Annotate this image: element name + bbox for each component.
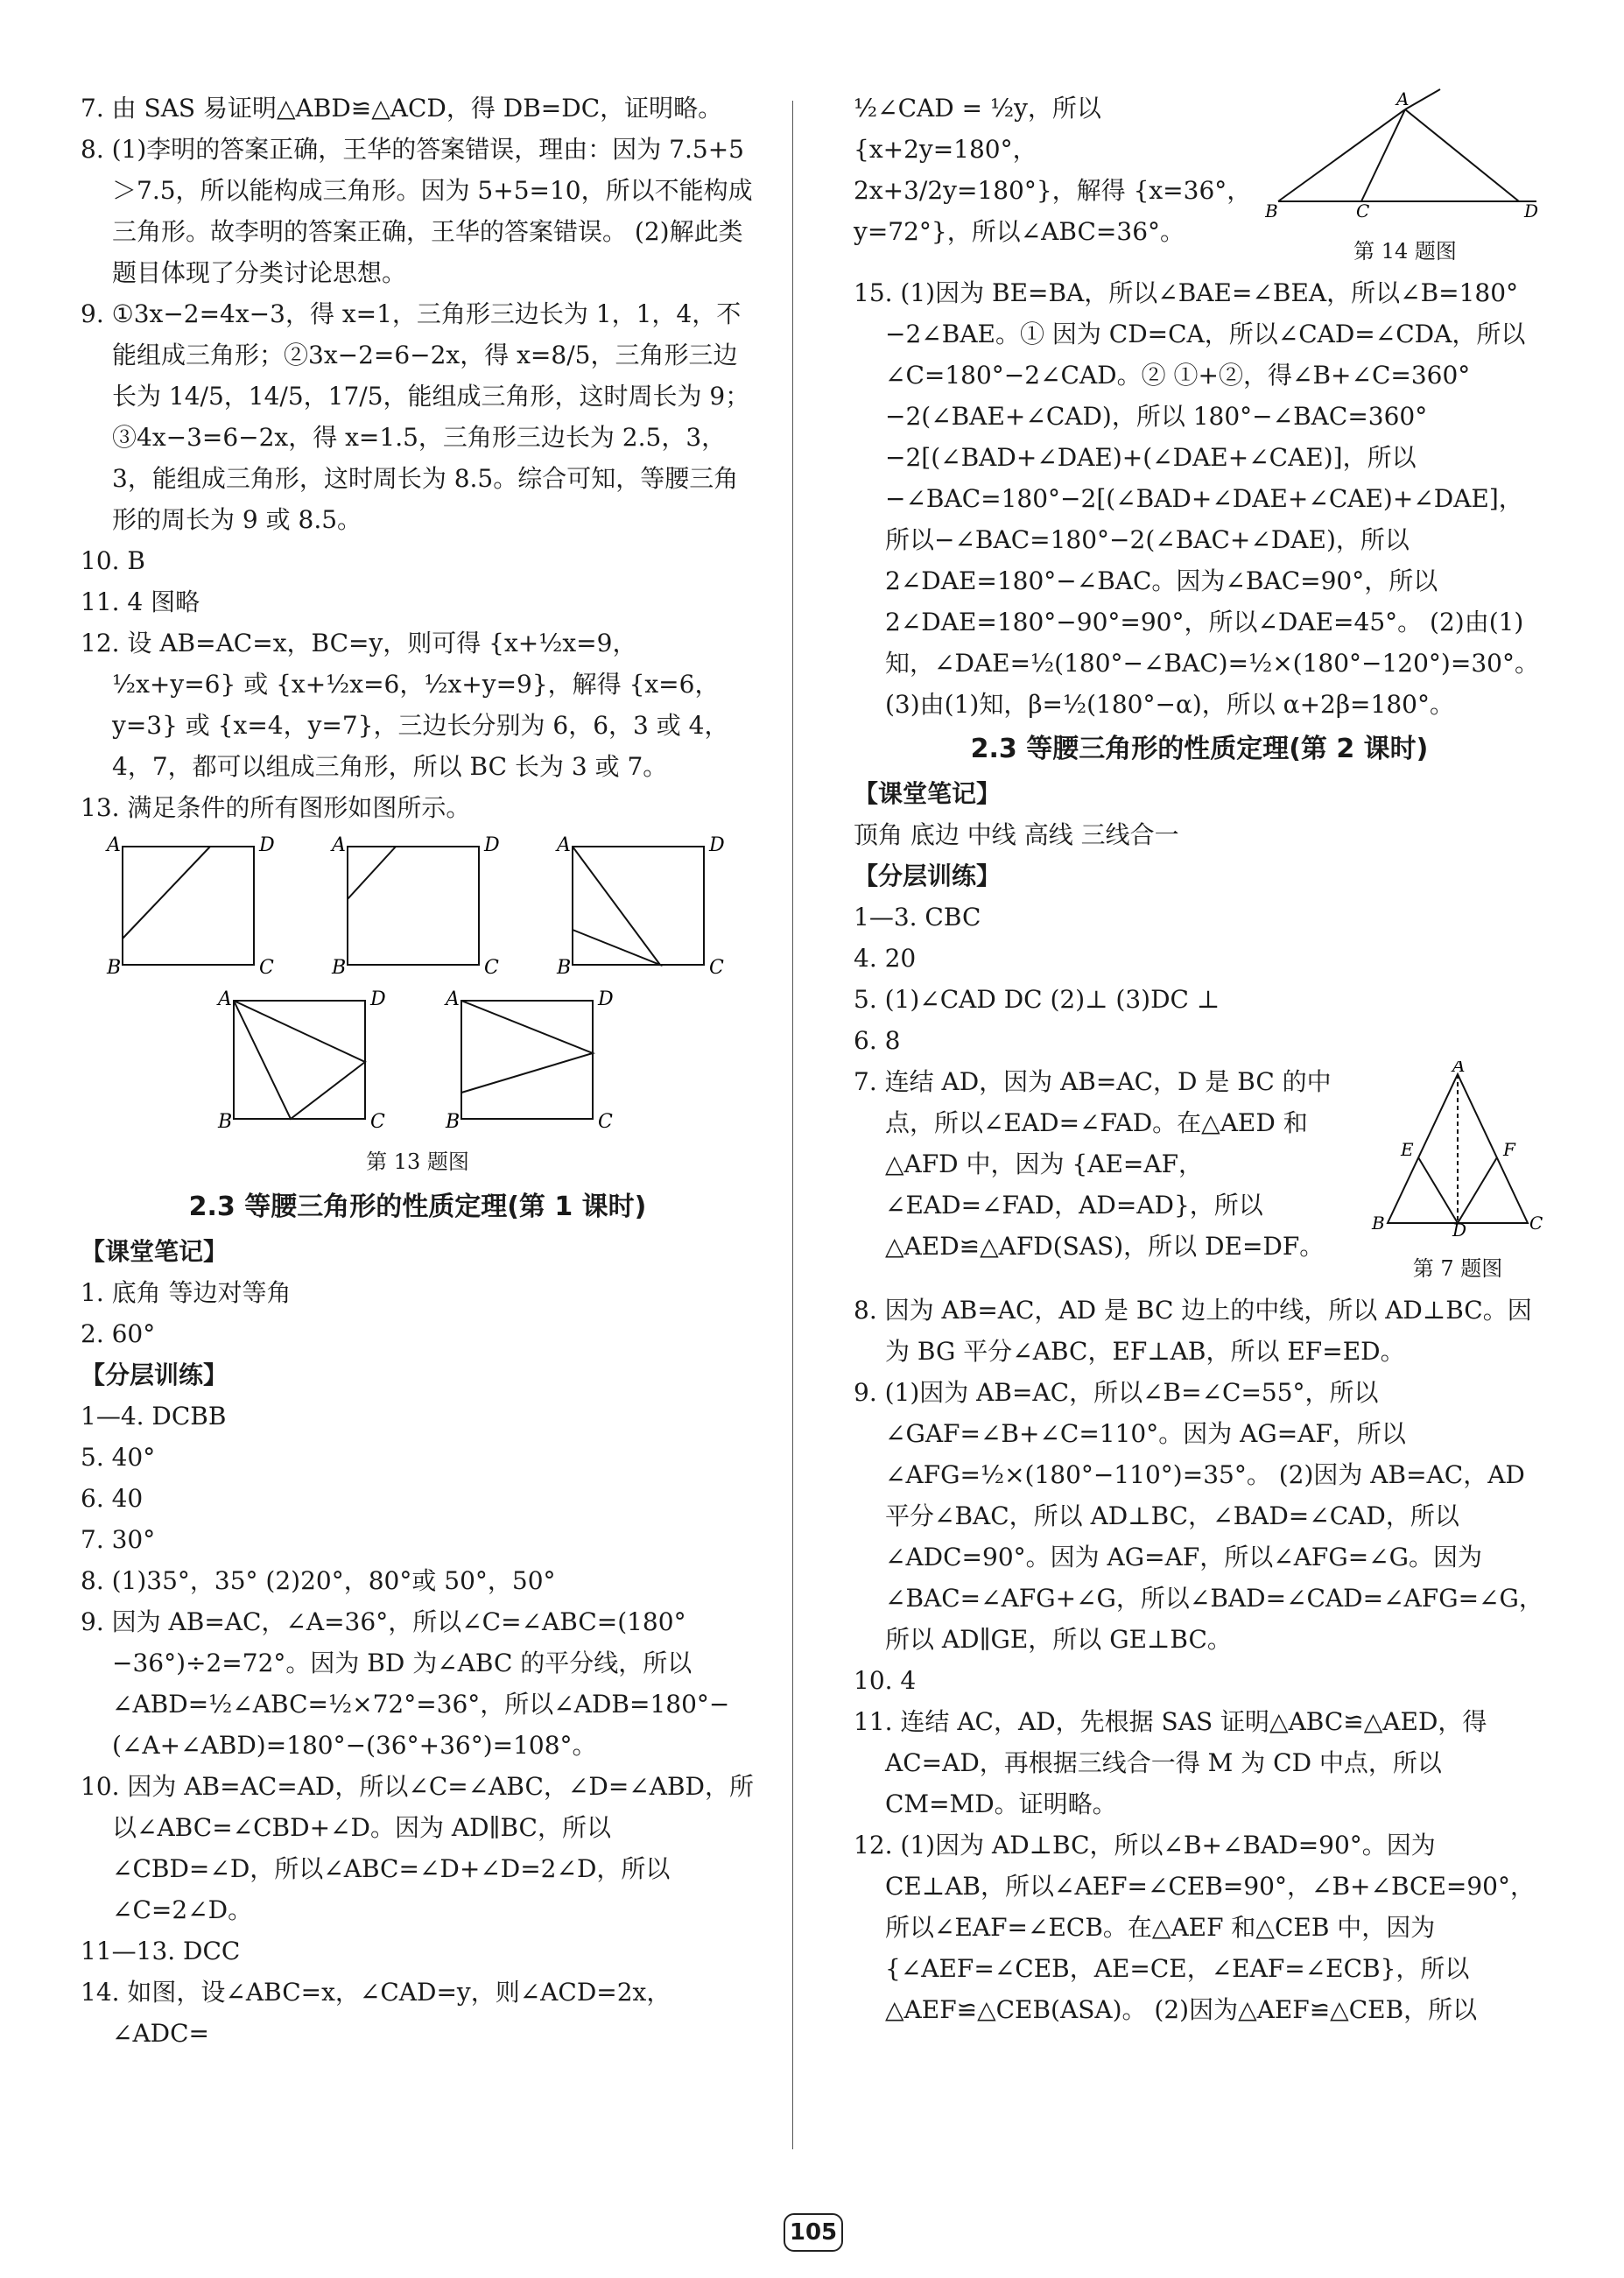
- training-1-4: 1—4. DCBB: [81, 1402, 227, 1431]
- figure-13-square-5: [444, 988, 619, 1136]
- svg-text:D: D: [1524, 200, 1539, 219]
- figure-13-square-4: [216, 988, 391, 1136]
- figure-14-diagram: [1265, 88, 1545, 219]
- answer-9: 9. ①3x−2=4x−3，得 x=1，三角形三边长为 1，1，4，不能组成三角形；②3x−2=6−2x，得 x=8/5，三角形三边长为 14/5，14/5，17/5，能组成三角形，这时周长为 9；③4x−3=6−2x，得 x=1.5，三角形三边长为 2.5，3，3，能组成三角形，这时周长为 8.5。综合可知，等腰三角形的周长为 9 或 8.5。: [81, 299, 750, 534]
- class-notes-heading: 【课堂笔记】: [81, 1237, 228, 1266]
- lesson2-10: 10. 4: [854, 1666, 917, 1695]
- section-title-lesson-2: 2.3 等腰三角形的性质定理(第 2 课时): [970, 734, 1429, 764]
- answer-13: 13. 满足条件的所有图形如图所示。: [81, 793, 471, 822]
- section-title-lesson-1: 2.3 等腰三角形的性质定理(第 1 课时): [188, 1192, 647, 1222]
- answer-14-block: [854, 88, 1545, 272]
- svg-text:D: D: [259, 834, 275, 856]
- figure-13-square-1: [105, 833, 280, 982]
- svg-text:C: C: [598, 1111, 613, 1133]
- svg-text:A: A: [556, 834, 571, 856]
- figure-13-square-2: [330, 833, 505, 982]
- svg-text:F: F: [1503, 1139, 1515, 1160]
- training-9: 9. 因为 AB=AC，∠A=36°，所以∠C=∠ABC=(180°−36°)÷2=72°。因为 BD 为∠ABC 的平分线，所以∠ABD=½∠ABC=½×72°=36°，所以∠ADB=180°−(∠A+∠ABD)=180°−(36°+36°)=108°。: [81, 1607, 730, 1760]
- svg-text:C: C: [370, 1111, 385, 1133]
- training-5: 5. 40°: [81, 1443, 156, 1472]
- lesson2-11: 11. 连结 AC，AD，先根据 SAS 证明△ABC≌△AED，得 AC=AD，再根据三线合一得 M 为 CD 中点，所以 CM=MD。证明略。: [854, 1707, 1487, 1818]
- class-notes-heading-2: 【课堂笔记】: [854, 779, 1002, 808]
- figure-7-caption: 第 7 题图: [1412, 1256, 1503, 1281]
- svg-text:A: A: [331, 834, 346, 856]
- figure-7: [1370, 1061, 1545, 1290]
- lesson2-7-block: [854, 1061, 1545, 1290]
- left-column: [81, 88, 755, 2054]
- training-heading-2: 【分层训练】: [854, 861, 1002, 890]
- training-8: 8. (1)35°，35° (2)20°，80°或 50°，50°: [81, 1566, 556, 1595]
- training-10: 10. 因为 AB=AC=AD，所以∠C=∠ABC，∠D=∠ABD，所以∠ABC=∠CBD+∠D。因为 AD∥BC，所以∠CBD=∠D，所以∠ABC=∠D+∠D=2∠D，所以∠C=2∠D。: [81, 1772, 754, 1924]
- svg-text:B: B: [107, 957, 122, 979]
- right-column: [854, 88, 1545, 2030]
- svg-text:B: B: [1265, 200, 1278, 219]
- training-6: 6. 40: [81, 1484, 144, 1513]
- figure-13-caption: 第 13 题图: [366, 1150, 469, 1174]
- figure-13-row-2: [81, 988, 755, 1136]
- answer-12: 12. 设 AB=AC=x，BC=y，则可得 {x+½x=9，½x+y=6} 或 {x+½x=6，½x+y=9}，解得 {x=6，y=3} 或 {x=4，y=7}，三边长分别为 6，6，3 或 4，4，7，都可以组成三角形，所以 BC 长为 3 或 7。: [81, 629, 729, 781]
- class-notes-content: 顶角 底边 中线 高线 三线合一: [854, 820, 1179, 849]
- svg-text:A: A: [1452, 1061, 1466, 1076]
- svg-text:C: C: [483, 957, 499, 979]
- figure-13-row-1: [81, 833, 755, 982]
- figure-13-square-3: [555, 833, 730, 982]
- lesson2-1-3: 1—3. CBC: [854, 903, 981, 932]
- answer-14-continued: ½∠CAD = ½y，所以 {x+2y=180°，2x+3/2y=180°}，解得 {x=36°，y=72°}，所以∠ABC=36°。: [854, 94, 1252, 246]
- answer-8: 8. (1)李明的答案正确，王华的答案错误，理由：因为 7.5+5＞7.5，所以能构成三角形。因为 5+5=10，所以不能构成三角形。故李明的答案正确，王华的答案错误。 (2)解此类题目体现了分类讨论思想。: [81, 135, 753, 287]
- note-2: 2. 60°: [81, 1319, 156, 1348]
- training-14: 14. 如图，设∠ABC=x，∠CAD=y，则∠ACD=2x，∠ADC=: [81, 1978, 671, 2048]
- svg-text:C: C: [1356, 200, 1370, 219]
- lesson2-7: 7. 连结 AD，因为 AB=AC，D 是 BC 的中点，所以∠EAD=∠FAD。在△AED 和△AFD 中，因为 {AE=AF，∠EAD=∠FAD，AD=AD}，所以△AED≌△AFD(SAS)，所以 DE=DF。: [854, 1067, 1332, 1261]
- svg-text:C: C: [259, 957, 275, 979]
- page-number: 105: [784, 2213, 843, 2252]
- column-divider: [792, 101, 793, 2149]
- svg-text:D: D: [483, 834, 500, 856]
- lesson2-12: 12. (1)因为 AD⊥BC，所以∠B+∠BAD=90°。因为 CE⊥AB，所以∠AEF=∠CEB=90°，∠B+∠BCE=90°，所以∠EAF=∠ECB。在△AEF 和△CEB 中，因为 {∠AEF=∠CEB，AE=CE，∠EAF=∠ECB}，所以△AEF≌△CEB(ASA)。 (2)因为△AEF≌△CEB，所以: [854, 1831, 1536, 2024]
- note-1: 1. 底角 等边对等角: [81, 1278, 292, 1307]
- svg-text:C: C: [708, 957, 724, 979]
- figure-14-caption: 第 14 题图: [1353, 239, 1457, 264]
- svg-text:E: E: [1401, 1139, 1414, 1160]
- answer-7: 7. 由 SAS 易证明△ABD≌△ACD，得 DB=DC，证明略。: [81, 94, 723, 123]
- svg-text:A: A: [446, 988, 460, 1010]
- lesson2-9: 9. (1)因为 AB=AC，所以∠B=∠C=55°，所以∠GAF=∠B+∠C=110°。因为 AG=AF，所以∠AFG=½×(180°−110°)=35°。 (2)因为 AB=AC，AD 平分∠BAC，所以 AD⊥BC，∠BAD=∠CAD，所以∠ADC=90°。因为 AG=AF，所以∠AFG=∠G。因为∠BAC=∠AFG+∠G，所以∠BAD=∠CAD=∠AFG=∠G，所以 AD∥GE，所以 GE⊥BC。: [854, 1378, 1543, 1654]
- svg-text:D: D: [708, 834, 725, 856]
- training-heading: 【分层训练】: [81, 1360, 228, 1389]
- lesson2-5: 5. (1)∠CAD DC (2)⊥ (3)DC ⊥: [854, 985, 1220, 1014]
- training-11-13: 11—13. DCC: [81, 1937, 241, 1965]
- svg-text:B: B: [331, 957, 347, 979]
- figure-7-diagram: [1370, 1061, 1545, 1236]
- svg-text:D: D: [598, 988, 614, 1010]
- lesson2-6: 6. 8: [854, 1026, 901, 1055]
- svg-text:D: D: [370, 988, 386, 1010]
- answer-11: 11. 4 图略: [81, 587, 200, 616]
- figure-14: [1265, 88, 1545, 272]
- lesson2-4: 4. 20: [854, 944, 917, 973]
- svg-text:A: A: [1396, 88, 1410, 109]
- svg-text:B: B: [446, 1111, 460, 1133]
- answer-10: 10. B: [81, 546, 146, 575]
- svg-text:B: B: [218, 1111, 233, 1133]
- lesson2-8: 8. 因为 AB=AC，AD 是 BC 边上的中线，所以 AD⊥BC。因为 BG 平分∠ABC，EF⊥AB，所以 EF=ED。: [854, 1296, 1532, 1366]
- svg-text:A: A: [107, 834, 122, 856]
- svg-text:B: B: [1372, 1213, 1385, 1234]
- svg-text:C: C: [1529, 1213, 1543, 1234]
- svg-text:A: A: [218, 988, 232, 1010]
- svg-text:D: D: [1452, 1220, 1467, 1236]
- svg-text:B: B: [556, 957, 571, 979]
- answer-15: 15. (1)因为 BE=BA，所以∠BAE=∠BEA，所以∠B=180°−2∠BAE。① 因为 CD=CA，所以∠CAD=∠CDA，所以∠C=180°−2∠CAD。② ①+②，得∠B+∠C=360°−2(∠BAE+∠CAD)，所以 180°−∠BAC=360°−2[(∠BAD+∠DAE)+(∠DAE+∠CAE)]，所以−∠BAC=180°−2[(∠BAD+∠DAE+∠CAE)+∠DAE]，所以−∠BAC=180°−2(∠BAC+∠DAE)，所以 2∠DAE=180°−∠BAC。因为∠BAC=90°，所以 2∠DAE=180°−90°=90°，所以∠DAE=45°。 (2)由(1)知，∠DAE=½(180°−∠BAC)=½×(180°−120°)=30°。 (3)由(1)知，β=½(180°−α)，所以 α+2β=180°。: [854, 278, 1539, 719]
- training-7: 7. 30°: [81, 1525, 156, 1554]
